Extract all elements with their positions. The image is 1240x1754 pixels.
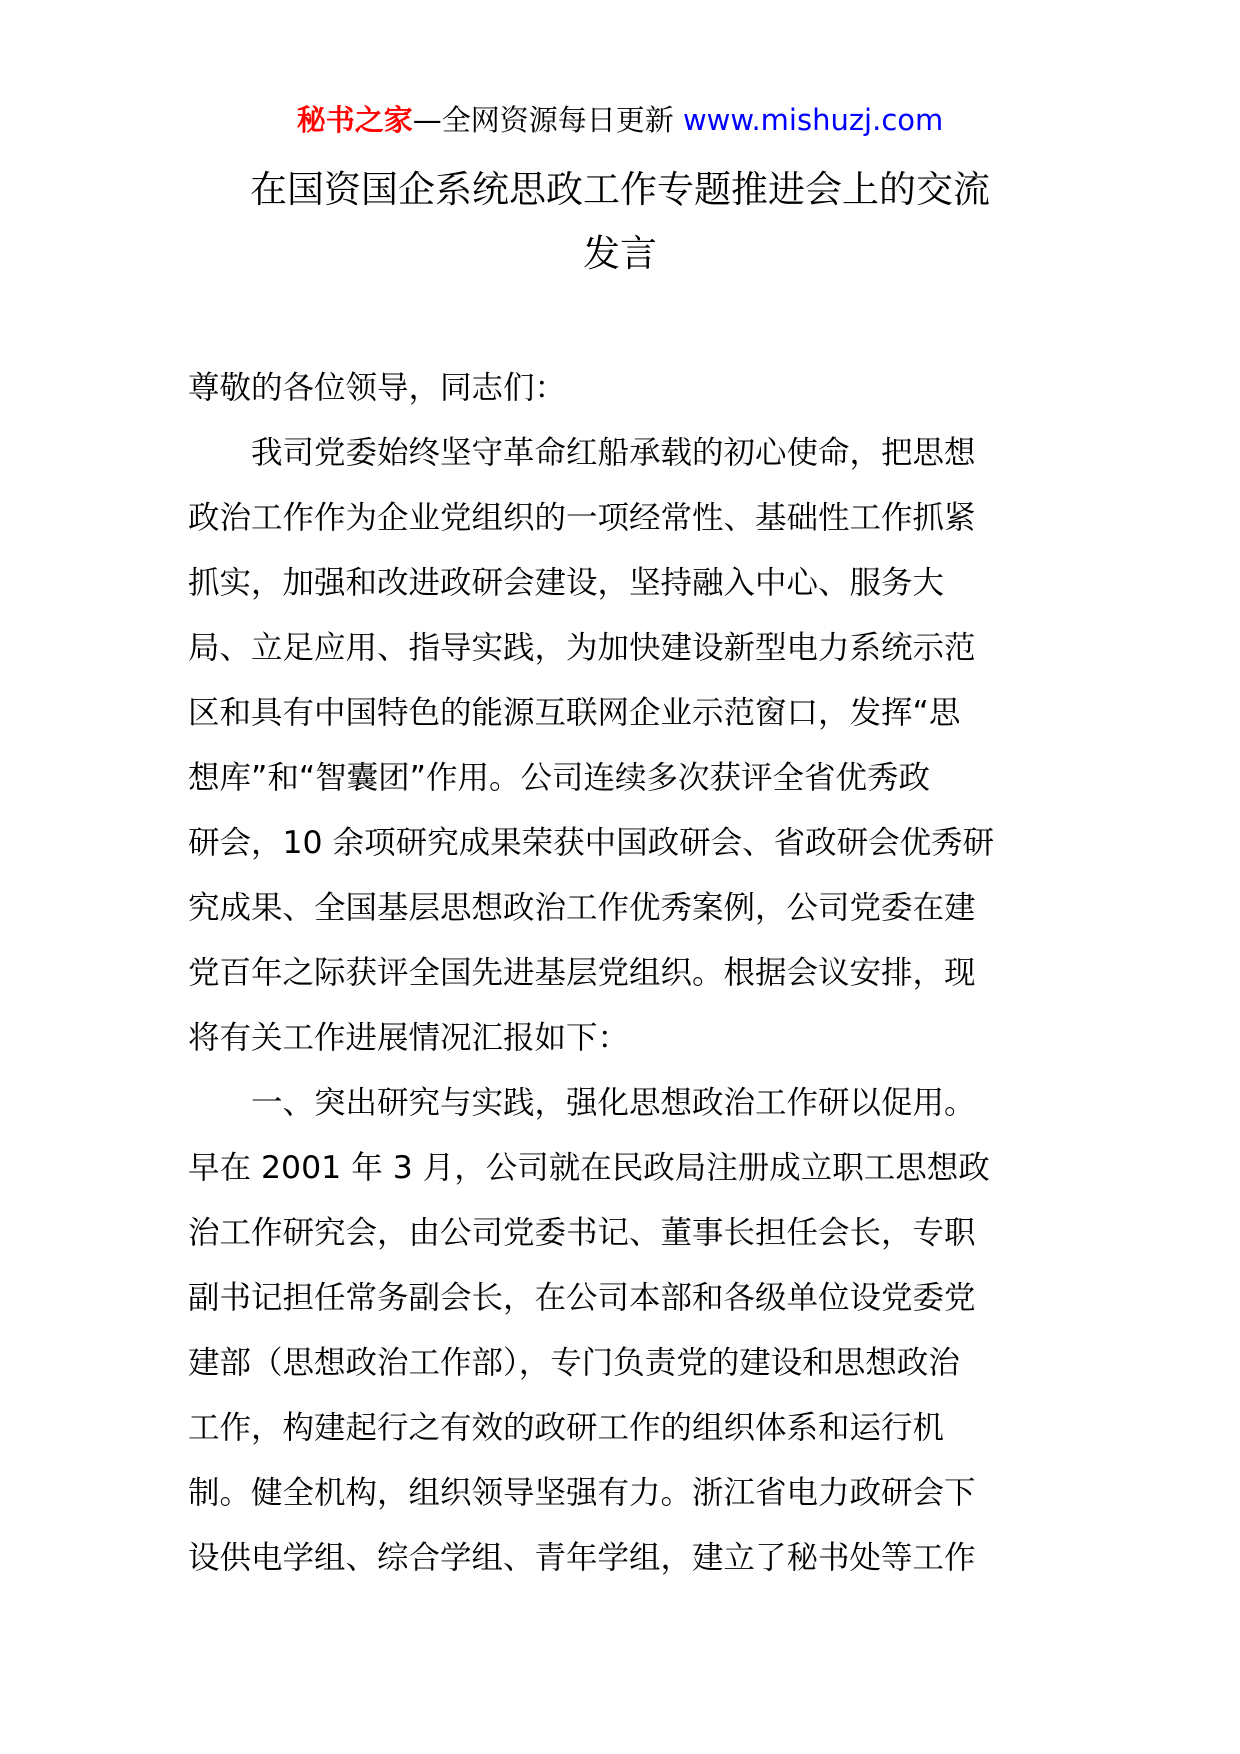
site-header: [0, 100, 1240, 140]
body-line: 副书记担任常务副会长，在公司本部和各级单位设党委党: [188, 1280, 976, 1316]
site-url-link[interactable]: www.mishuzj.com: [682, 103, 944, 137]
body-line: 抓实，加强和改进政研会建设，坚持融入中心、服务大: [188, 565, 945, 601]
body-line: 究成果、全国基层思想政治工作优秀案例，公司党委在建: [188, 890, 976, 926]
body-line: 局、立足应用、指导实践，为加快建设新型电力系统示范: [188, 630, 976, 666]
body-line: 建部（思想政治工作部），专门负责党的建设和思想政治: [188, 1345, 960, 1381]
site-brand: 秘书之家: [296, 103, 413, 137]
body-line: 我司党委始终坚守革命红船承载的初心使命，把思想: [251, 435, 976, 471]
title-line-1: 在国资国企系统思政工作专题推进会上的交流: [250, 168, 990, 211]
body-line: 区和具有中国特色的能源互联网企业示范窗口，发挥“思: [188, 695, 961, 731]
body-line: 将有关工作进展情况汇报如下：: [188, 1020, 630, 1056]
site-slogan: —全网资源每日更新: [412, 103, 674, 137]
body-line: 制。健全机构，组织领导坚强有力。浙江省电力政研会下: [188, 1475, 976, 1511]
body-line: 治工作研究会，由公司党委书记、董事长担任会长，专职: [188, 1215, 976, 1251]
document-body: [188, 421, 1058, 1591]
body-line: 政治工作作为企业党组织的一项经常性、基础性工作抓紧: [188, 500, 976, 536]
body-line: 党百年之际获评全国先进基层党组织。根据会议安排，现: [188, 955, 976, 991]
body-line: 想库”和“智囊团”作用。公司连续多次获评全省优秀政: [188, 760, 930, 796]
section-heading-line: 一、突出研究与实践，强化思想政治工作研以促用。: [251, 1085, 976, 1121]
salutation: 尊敬的各位领导，同志们：: [188, 370, 567, 406]
document-title: [160, 158, 1080, 286]
body-line: 早在 2001 年 3 月，公司就在民政局注册成立职工思想政: [188, 1150, 990, 1186]
title-line-2: 发言: [583, 232, 657, 275]
body-line: 工作，构建起行之有效的政研工作的组织体系和运行机: [188, 1410, 945, 1446]
body-line: 设供电学组、综合学组、青年学组，建立了秘书处等工作: [188, 1540, 976, 1576]
body-line: 研会，10 余项研究成果荣获中国政研会、省政研会优秀研: [188, 825, 995, 861]
